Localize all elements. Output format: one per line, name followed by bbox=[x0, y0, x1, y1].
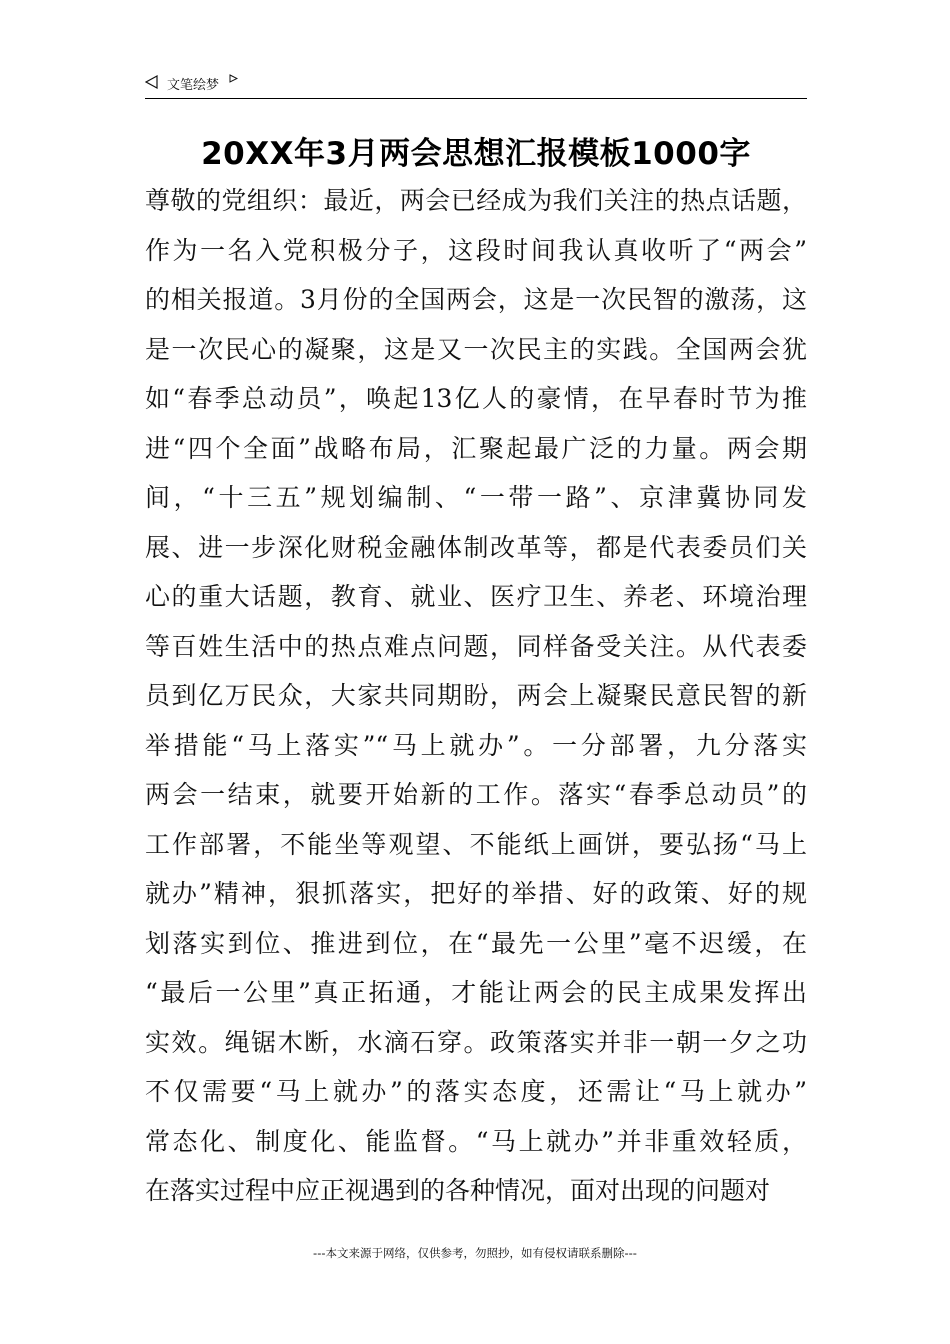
body-line: 心的重大话题，教育、就业、医疗卫生、养老、环境治理 bbox=[145, 582, 807, 611]
body-line: 不仅需要“马上就办”的落实态度，还需让“马上就办” bbox=[145, 1077, 807, 1106]
brand-text: 文笔绘梦 bbox=[167, 78, 220, 93]
body-line: 等百姓生活中的热点难点问题，同样备受关注。从代表委 bbox=[145, 631, 807, 661]
body-line: 间，“十三五”规划编制、“一带一路”、京津冀协同发 bbox=[145, 483, 807, 512]
body-line: 两会一结束，就要开始新的工作。落实“春季总动员”的 bbox=[145, 780, 807, 809]
body-line: 员到亿万民众，大家共同期盼，两会上凝聚民意民智的新 bbox=[145, 681, 807, 710]
body-line: 展、进一步深化财税金融体制改革等，都是代表委员们关 bbox=[145, 532, 807, 562]
body-line: “最后一公里”真正拓通，才能让两会的民主成果发挥出 bbox=[145, 978, 807, 1007]
body-line: 就办”精神，狠抓落实，把好的举措、好的政策、好的规 bbox=[145, 879, 807, 908]
body-line: 是一次民心的凝聚，这是又一次民主的实践。全国两会犹 bbox=[145, 334, 807, 364]
body-line: 工作部署，不能坐等观望、不能纸上画饼，要弘扬“马上 bbox=[145, 829, 807, 859]
body-line: 的相关报道。3月份的全国两会，这是一次民智的激荡，这 bbox=[145, 285, 807, 314]
body-line: 如“春季总动员”，唤起13亿人的豪情，在早春时节为推 bbox=[145, 384, 807, 413]
page-footer-disclaimer: ---本文来源于网络，仅供参考，勿照抄，如有侵权请联系删除--- bbox=[313, 1246, 637, 1260]
triangle-left-outline-icon bbox=[145, 75, 159, 93]
body-line: 在落实过程中应正视遇到的各种情况，面对出现的问题对 bbox=[145, 1176, 771, 1205]
document-title: 20XX年3月两会思想汇报模板1000字 bbox=[201, 136, 751, 172]
page-header bbox=[145, 72, 807, 99]
body-line: 常态化、制度化、能监督。“马上就办”并非重效轻质， bbox=[145, 1126, 807, 1156]
body-line: 举措能“马上落实”“马上就办”。一分部署，九分落实 bbox=[145, 730, 807, 760]
body-line: 作为一名入党积极分子，这段时间我认真收听了“两会” bbox=[145, 235, 807, 265]
body-line: 进“四个全面”战略布局，汇聚起最广泛的力量。两会期 bbox=[145, 433, 807, 463]
document-body bbox=[145, 180, 807, 1220]
body-line: 实效。绳锯木断，水滴石穿。政策落实并非一朝一夕之功 bbox=[145, 1027, 807, 1057]
body-line: 尊敬的党组织：最近，两会已经成为我们关注的热点话题， bbox=[145, 186, 807, 215]
header-brand bbox=[145, 74, 238, 93]
body-line: 划落实到位、推进到位，在“最先一公里”毫不迟缓，在 bbox=[145, 928, 807, 958]
triangle-right-small-icon bbox=[229, 72, 238, 87]
